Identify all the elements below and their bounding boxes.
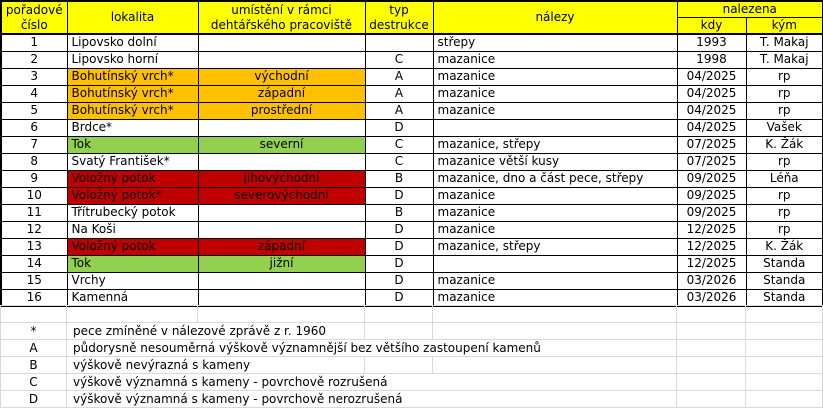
empty-cell[interactable] bbox=[746, 374, 823, 391]
legend-key[interactable]: A bbox=[1, 340, 67, 357]
cell-kym[interactable]: Standa bbox=[746, 272, 823, 289]
cell-kdy[interactable]: 03/2026 bbox=[677, 289, 746, 306]
legend-row bbox=[1, 374, 823, 391]
cell-nalezy[interactable]: mazanice bbox=[433, 204, 677, 221]
cell-poradove-cislo[interactable]: 14 bbox=[1, 255, 67, 272]
legend-row bbox=[1, 357, 823, 374]
cell-lokalita[interactable]: Na Koši bbox=[67, 221, 198, 238]
cell-nalezy[interactable]: mazanice bbox=[433, 187, 677, 204]
empty-cell[interactable] bbox=[677, 306, 746, 323]
cell-umisteni[interactable] bbox=[198, 51, 365, 68]
cell-poradove-cislo[interactable]: 13 bbox=[1, 238, 67, 255]
cell-nalezy[interactable] bbox=[433, 255, 677, 272]
cell-kdy[interactable]: 09/2025 bbox=[677, 204, 746, 221]
cell-poradove-cislo[interactable]: 5 bbox=[1, 102, 67, 119]
cell-lokalita[interactable]: Bohutínský vrch* bbox=[67, 85, 198, 102]
empty-cell[interactable] bbox=[1, 306, 67, 323]
cell-kym[interactable]: T. Makaj bbox=[746, 51, 823, 68]
cell-kdy[interactable]: 07/2025 bbox=[677, 153, 746, 170]
header-nalezena[interactable]: nalezena bbox=[677, 1, 823, 18]
cell-lokalita[interactable]: Lipovsko dolní bbox=[67, 34, 198, 51]
legend bbox=[0, 305, 823, 408]
cell-poradove-cislo[interactable]: 3 bbox=[1, 68, 67, 85]
table-row bbox=[1, 51, 823, 68]
legend-text[interactable]: půdorysně nesouměrná výškově významnější bez většího zastoupení kamenů bbox=[67, 340, 677, 357]
cell-typ-destrukce[interactable] bbox=[365, 34, 433, 51]
cell-kdy[interactable]: 09/2025 bbox=[677, 170, 746, 187]
legend-key[interactable]: B bbox=[1, 357, 67, 374]
legend-key[interactable]: D bbox=[1, 391, 67, 408]
cell-nalezy[interactable]: mazanice větší kusy bbox=[433, 153, 677, 170]
cell-typ-destrukce[interactable]: D bbox=[365, 187, 433, 204]
cell-typ-destrukce[interactable]: B bbox=[365, 170, 433, 187]
cell-poradove-cislo[interactable]: 8 bbox=[1, 153, 67, 170]
cell-nalezy[interactable]: mazanice bbox=[433, 51, 677, 68]
empty-cell[interactable] bbox=[67, 306, 198, 323]
cell-nalezy[interactable]: mazanice, střepy bbox=[433, 136, 677, 153]
legend-row bbox=[1, 391, 823, 408]
cell-kdy[interactable]: 07/2025 bbox=[677, 136, 746, 153]
legend-text[interactable]: výškově významná s kameny - povrchově nerozrušená bbox=[67, 391, 677, 408]
cell-poradove-cislo[interactable]: 11 bbox=[1, 204, 67, 221]
cell-poradove-cislo[interactable]: 4 bbox=[1, 85, 67, 102]
cell-lokalita[interactable]: Voložný potok bbox=[67, 238, 198, 255]
cell-kdy[interactable]: 04/2025 bbox=[677, 68, 746, 85]
cell-typ-destrukce[interactable]: A bbox=[365, 85, 433, 102]
cell-typ-destrukce[interactable]: A bbox=[365, 68, 433, 85]
empty-row bbox=[1, 306, 823, 323]
cell-typ-destrukce[interactable]: C bbox=[365, 51, 433, 68]
cell-poradove-cislo[interactable]: 7 bbox=[1, 136, 67, 153]
cell-poradove-cislo[interactable]: 6 bbox=[1, 119, 67, 136]
cell-typ-destrukce[interactable]: C bbox=[365, 136, 433, 153]
cell-kym[interactable]: rp bbox=[746, 102, 823, 119]
cell-umisteni[interactable]: východní bbox=[198, 68, 365, 85]
empty-cell[interactable] bbox=[677, 357, 746, 374]
table-row bbox=[1, 221, 823, 238]
header-kdy[interactable]: kdy bbox=[677, 18, 746, 35]
cell-kdy[interactable]: 03/2026 bbox=[677, 272, 746, 289]
cell-umisteni[interactable] bbox=[198, 289, 365, 306]
cell-umisteni[interactable]: severovýchodní bbox=[198, 187, 365, 204]
table-row bbox=[1, 153, 823, 170]
cell-lokalita[interactable]: Třítrubecký potok bbox=[67, 204, 198, 221]
cell-kym[interactable]: Léňa bbox=[746, 170, 823, 187]
cell-nalezy[interactable]: mazanice bbox=[433, 272, 677, 289]
cell-lokalita[interactable]: Tok bbox=[67, 255, 198, 272]
cell-poradove-cislo[interactable]: 2 bbox=[1, 51, 67, 68]
cell-nalezy[interactable]: střepy bbox=[433, 34, 677, 51]
header-nalezy[interactable]: nálezy bbox=[433, 1, 677, 34]
cell-kdy[interactable]: 12/2025 bbox=[677, 238, 746, 255]
cell-poradove-cislo[interactable]: 9 bbox=[1, 170, 67, 187]
empty-cell[interactable] bbox=[365, 323, 433, 340]
cell-nalezy[interactable] bbox=[433, 119, 677, 136]
empty-cell[interactable] bbox=[746, 306, 823, 323]
header-kym[interactable]: kým bbox=[746, 18, 823, 35]
cell-umisteni[interactable] bbox=[198, 34, 365, 51]
cell-umisteni[interactable]: jižní bbox=[198, 255, 365, 272]
cell-kym[interactable]: Vašek bbox=[746, 119, 823, 136]
cell-lokalita[interactable]: Kamenná bbox=[67, 289, 198, 306]
empty-cell[interactable] bbox=[677, 340, 746, 357]
cell-umisteni[interactable] bbox=[198, 204, 365, 221]
cell-poradove-cislo[interactable]: 12 bbox=[1, 221, 67, 238]
header-lokalita[interactable]: lokalita bbox=[67, 1, 198, 34]
legend-key[interactable]: * bbox=[1, 323, 67, 340]
cell-umisteni[interactable]: prostřední bbox=[198, 102, 365, 119]
cell-kdy[interactable]: 12/2025 bbox=[677, 221, 746, 238]
empty-cell[interactable] bbox=[677, 374, 746, 391]
table-row bbox=[1, 85, 823, 102]
cell-lokalita[interactable]: Bohutínský vrch* bbox=[67, 68, 198, 85]
cell-nalezy[interactable]: mazanice bbox=[433, 102, 677, 119]
empty-cell[interactable] bbox=[365, 306, 433, 323]
cell-lokalita[interactable]: Svatý František* bbox=[67, 153, 198, 170]
cell-kym[interactable]: K. Žák bbox=[746, 136, 823, 153]
cell-umisteni[interactable] bbox=[198, 119, 365, 136]
cell-kym[interactable]: rp bbox=[746, 187, 823, 204]
cell-nalezy[interactable]: mazanice bbox=[433, 68, 677, 85]
cell-umisteni[interactable]: západní bbox=[198, 85, 365, 102]
cell-kdy[interactable]: 12/2025 bbox=[677, 255, 746, 272]
table-row bbox=[1, 238, 823, 255]
legend-text[interactable]: výškově významná s kameny - povrchově rozrušená bbox=[67, 374, 677, 391]
empty-cell[interactable] bbox=[746, 391, 823, 408]
cell-kym[interactable]: rp bbox=[746, 221, 823, 238]
cell-kym[interactable]: K. Žák bbox=[746, 238, 823, 255]
cell-umisteni[interactable]: severní bbox=[198, 136, 365, 153]
legend-text[interactable]: výškově nevýrazná s kameny bbox=[67, 357, 365, 374]
cell-kdy[interactable]: 1998 bbox=[677, 51, 746, 68]
cell-kdy[interactable]: 04/2025 bbox=[677, 102, 746, 119]
cell-nalezy[interactable]: mazanice bbox=[433, 85, 677, 102]
cell-kym[interactable]: rp bbox=[746, 68, 823, 85]
table-row bbox=[1, 170, 823, 187]
empty-cell[interactable] bbox=[677, 323, 746, 340]
legend-key[interactable]: C bbox=[1, 374, 67, 391]
cell-nalezy[interactable]: mazanice bbox=[433, 289, 677, 306]
table-row bbox=[1, 187, 823, 204]
cell-nalezy[interactable]: mazanice bbox=[433, 221, 677, 238]
cell-typ-destrukce[interactable]: D bbox=[365, 119, 433, 136]
cell-lokalita[interactable]: Voložný potok* bbox=[67, 187, 198, 204]
cell-kdy[interactable]: 09/2025 bbox=[677, 187, 746, 204]
cell-umisteni[interactable]: západní bbox=[198, 238, 365, 255]
cell-lokalita[interactable]: Voložný potok bbox=[67, 170, 198, 187]
empty-cell[interactable] bbox=[365, 357, 433, 374]
cell-kym[interactable]: Standa bbox=[746, 289, 823, 306]
cell-kym[interactable]: rp bbox=[746, 153, 823, 170]
cell-typ-destrukce[interactable]: D bbox=[365, 289, 433, 306]
cell-umisteni[interactable] bbox=[198, 153, 365, 170]
cell-typ-destrukce[interactable]: B bbox=[365, 204, 433, 221]
table-row bbox=[1, 272, 823, 289]
header-typ-destrukce[interactable]: typ destrukce bbox=[365, 1, 433, 34]
cell-typ-destrukce[interactable]: D bbox=[365, 238, 433, 255]
table-row bbox=[1, 34, 823, 51]
cell-kym[interactable]: T. Makaj bbox=[746, 34, 823, 51]
cell-poradove-cislo[interactable]: 16 bbox=[1, 289, 67, 306]
cell-lokalita[interactable]: Bohutínský vrch* bbox=[67, 102, 198, 119]
empty-cell[interactable] bbox=[433, 357, 677, 374]
table-row bbox=[1, 204, 823, 221]
cell-typ-destrukce[interactable]: A bbox=[365, 102, 433, 119]
table-row bbox=[1, 255, 823, 272]
cell-typ-destrukce[interactable]: D bbox=[365, 255, 433, 272]
table-row bbox=[1, 68, 823, 85]
cell-kym[interactable]: rp bbox=[746, 85, 823, 102]
table-row bbox=[1, 102, 823, 119]
empty-cell[interactable] bbox=[433, 323, 677, 340]
cell-nalezy[interactable]: mazanice, střepy bbox=[433, 238, 677, 255]
cell-lokalita[interactable]: Vrchy bbox=[67, 272, 198, 289]
table-row bbox=[1, 136, 823, 153]
cell-kym[interactable]: rp bbox=[746, 204, 823, 221]
cell-umisteni[interactable]: jihovýchodní bbox=[198, 170, 365, 187]
header-poradove-cislo[interactable]: pořadové číslo bbox=[1, 1, 67, 34]
empty-cell[interactable] bbox=[746, 357, 823, 374]
cell-typ-destrukce[interactable]: C bbox=[365, 153, 433, 170]
empty-cell[interactable] bbox=[746, 323, 823, 340]
table-row bbox=[1, 119, 823, 136]
cell-poradove-cislo[interactable]: 10 bbox=[1, 187, 67, 204]
cell-kym[interactable]: Standa bbox=[746, 255, 823, 272]
cell-umisteni[interactable] bbox=[198, 272, 365, 289]
cell-poradove-cislo[interactable]: 1 bbox=[1, 34, 67, 51]
empty-cell[interactable] bbox=[677, 391, 746, 408]
legend-text[interactable]: pece zmíněné v nálezové zprávě z r. 1960 bbox=[67, 323, 365, 340]
cell-kdy[interactable]: 1993 bbox=[677, 34, 746, 51]
cell-nalezy[interactable]: mazanice, dno a část pece, střepy bbox=[433, 170, 677, 187]
cell-typ-destrukce[interactable]: D bbox=[365, 221, 433, 238]
legend-row bbox=[1, 340, 823, 357]
cell-lokalita[interactable]: Tok bbox=[67, 136, 198, 153]
table-row bbox=[1, 289, 823, 306]
cell-typ-destrukce[interactable]: D bbox=[365, 272, 433, 289]
cell-umisteni[interactable] bbox=[198, 221, 365, 238]
cell-kdy[interactable]: 04/2025 bbox=[677, 119, 746, 136]
empty-cell[interactable] bbox=[198, 306, 365, 323]
cell-kdy[interactable]: 04/2025 bbox=[677, 85, 746, 102]
cell-poradove-cislo[interactable]: 15 bbox=[1, 272, 67, 289]
empty-cell[interactable] bbox=[746, 340, 823, 357]
table-header bbox=[1, 1, 823, 34]
cell-lokalita[interactable]: Brdce* bbox=[67, 119, 198, 136]
empty-cell[interactable] bbox=[433, 306, 677, 323]
cell-lokalita[interactable]: Lipovsko horní bbox=[67, 51, 198, 68]
header-umisteni[interactable]: umístění v rámci dehtářského pracoviště bbox=[198, 1, 365, 34]
legend-row bbox=[1, 323, 823, 340]
